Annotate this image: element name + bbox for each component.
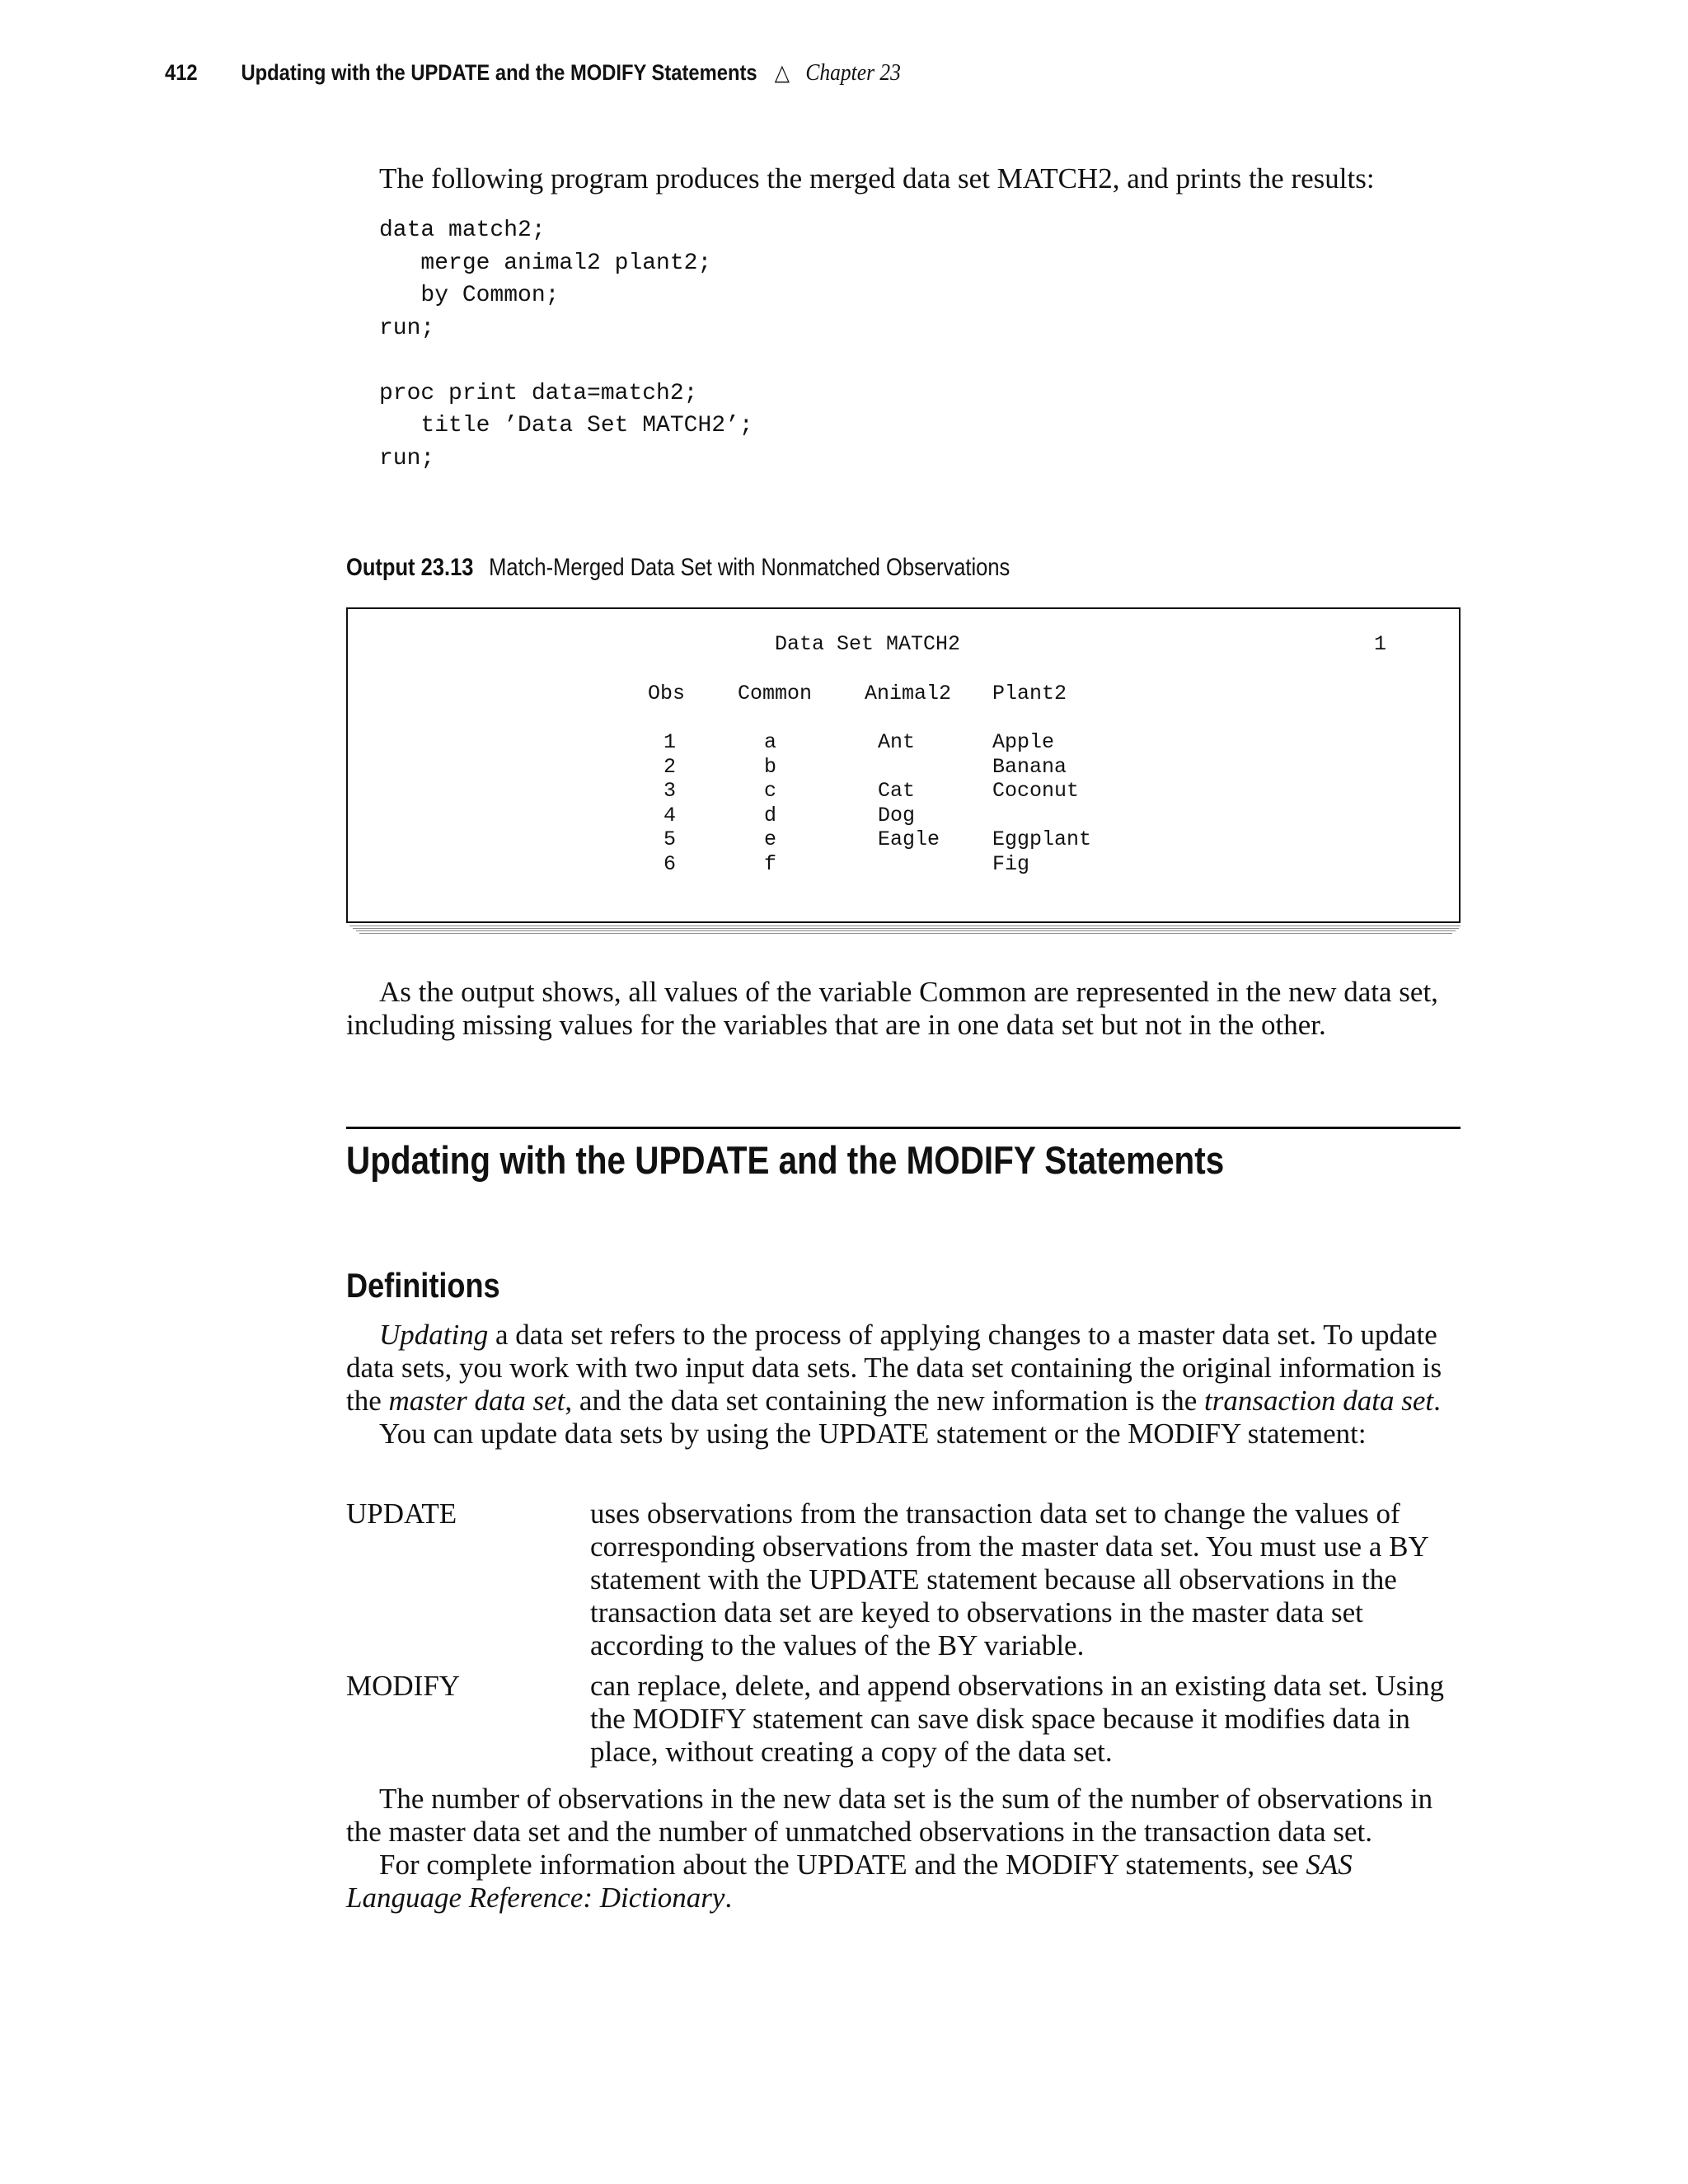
observations-paragraph: The number of observations in the new data set is the sum of the number of observations in the master data set and the number of unmatched observations in the transaction data set. — [346, 1783, 1433, 1848]
table-cell-obs: 6 — [663, 851, 677, 876]
definition-update: uses observations from the transaction data set to change the values of corresponding observations from the master data set. You must use a BY statement with the UPDATE statement because all observations in the transaction data set are keyed to observations in the master data set according to the values of the BY variable. — [590, 1497, 1428, 1661]
closing-body — [346, 1783, 1461, 1915]
subsection-heading: Definitions — [346, 1266, 500, 1305]
code-line: title ’Data Set MATCH2’; — [379, 413, 753, 438]
term-updating: Updating — [379, 1319, 489, 1351]
running-head-title: Updating with the UPDATE and the MODIFY Statements — [241, 60, 757, 85]
column-header-common: Common — [738, 682, 813, 705]
column-header-obs: Obs — [648, 682, 686, 705]
code-listing — [379, 214, 753, 475]
table-cell-obs: 4 — [663, 803, 677, 827]
table-cell-common: f — [764, 851, 777, 876]
table-cell-animal: Dog — [878, 803, 916, 827]
term-modify: MODIFY — [346, 1670, 461, 1702]
reference-paragraph — [346, 1849, 1461, 1915]
text-run: . — [724, 1882, 733, 1914]
table-cell-obs: 5 — [663, 827, 677, 851]
code-line: proc print data=match2; — [379, 380, 698, 406]
section-heading: Updating with the UPDATE and the MODIFY Statements — [346, 1138, 1225, 1182]
table-cell-obs: 2 — [663, 754, 677, 779]
chapter-label: Chapter 23 — [805, 59, 901, 86]
term-master-data-set: master data set — [388, 1385, 565, 1417]
table-cell-plant: Eggplant — [992, 827, 1092, 851]
definitions-paragraph — [346, 1319, 1461, 1418]
text-run: For complete information about the UPDATE and the MODIFY statements, see — [379, 1849, 1306, 1881]
table-cell-plant: Coconut — [992, 779, 1080, 803]
reference-title: SAS Language Reference: Dictionary — [346, 1849, 1353, 1914]
column-header-plant2: Plant2 — [992, 682, 1067, 705]
triangle-icon: △ — [774, 60, 790, 85]
table-cell-animal: Ant — [878, 730, 916, 754]
table-cell-animal: Eagle — [878, 827, 940, 851]
table-cell-plant: Apple — [992, 730, 1055, 754]
text-run: , and the data set containing the new information is the — [565, 1385, 1205, 1417]
output-caption-text: Match-Merged Data Set with Nonmatched Observations — [489, 554, 1010, 581]
running-head — [165, 59, 1360, 87]
table-cell-common: c — [764, 779, 777, 803]
column-header-animal2: Animal2 — [865, 682, 952, 705]
code-line: data match2; — [379, 218, 546, 243]
table-cell-plant: Banana — [992, 754, 1067, 779]
term-update: UPDATE — [346, 1497, 457, 1530]
table-cell-animal: Cat — [878, 779, 916, 803]
table-cell-common: e — [764, 827, 777, 851]
explanation-paragraph: As the output shows, all values of the variable Common are represented in the new data set, including missing values for the variables that are in one data set but not in the other. — [346, 976, 1438, 1041]
code-line: merge animal2 plant2; — [379, 250, 712, 276]
code-line — [379, 344, 753, 377]
output-caption — [346, 554, 1010, 582]
table-cell-obs: 1 — [663, 730, 677, 754]
update-methods-paragraph: You can update data sets by using the UPDATE statement or the MODIFY statement: — [379, 1418, 1367, 1450]
output-box-shadow — [356, 930, 1456, 931]
output-box-shadow — [353, 928, 1459, 929]
output-title: Data Set MATCH2 — [775, 632, 961, 656]
table-cell-plant: Fig — [992, 851, 1030, 876]
term-transaction-data-set: transaction data set — [1204, 1385, 1434, 1417]
output-number: Output 23.13 — [346, 554, 474, 581]
definitions-body — [346, 1319, 1461, 1451]
text-run: a data set refers to the process of applying changes to a master data set. To update data sets, you work with two input data sets. The data set containing the original information is the — [346, 1319, 1442, 1417]
section-rule — [346, 1127, 1461, 1129]
output-box-shadow — [359, 933, 1452, 934]
code-line: run; — [379, 315, 435, 341]
table-cell-obs: 3 — [663, 779, 677, 803]
definition-modify: can replace, delete, and append observations in an existing data set. Using the MODIFY statement can save disk space because it modifies data in place, without creating a copy of the data set. — [590, 1670, 1445, 1768]
page-number: 412 — [165, 60, 198, 85]
table-cell-common: b — [764, 754, 777, 779]
table-cell-common: a — [764, 730, 777, 754]
output-page-number: 1 — [1374, 632, 1387, 656]
intro-paragraph: The following program produces the merged data set MATCH2, and prints the results: — [379, 162, 1375, 194]
table-cell-common: d — [764, 803, 777, 827]
code-line: by Common; — [379, 283, 560, 308]
code-line: run; — [379, 445, 435, 471]
text-run: . — [1433, 1385, 1441, 1417]
output-box — [346, 607, 1461, 923]
